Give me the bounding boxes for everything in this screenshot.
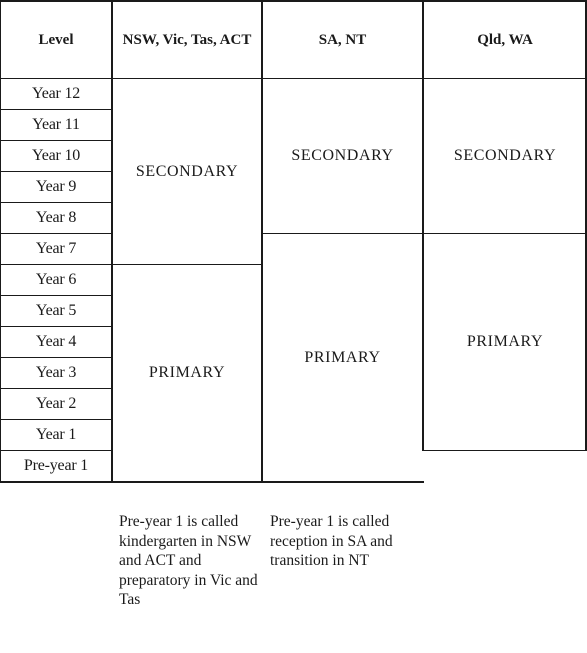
level-year-10: Year 10 [31,147,81,164]
grid-line [0,140,113,141]
header-level: Level [38,32,74,48]
grid-line [111,0,113,483]
header-nsw-vic-tas-act: NSW, Vic, Tas, ACT [122,32,252,48]
grid-line [0,326,113,327]
level-year-1: Year 1 [35,426,77,443]
level-year-3: Year 3 [35,364,77,381]
level-year-11: Year 11 [32,116,80,133]
level-year-9: Year 9 [35,178,77,195]
level-year-8: Year 8 [35,209,77,226]
nsw-secondary-cell: SECONDARY [135,162,239,180]
grid-line [0,109,113,110]
level-year-7: Year 7 [35,240,77,257]
level-year-2: Year 2 [35,395,77,412]
grid-line [0,0,1,483]
grid-line [422,0,424,451]
level-year-5: Year 5 [35,302,77,319]
grid-line [422,450,587,451]
grid-line [0,171,113,172]
level-year-4: Year 4 [35,333,77,350]
grid-line [0,419,113,420]
grid-line [0,233,113,234]
grid-line [263,481,424,483]
grid-line [0,0,587,2]
nsw-primary-cell: PRIMARY [148,364,226,381]
sa-secondary-cell: SECONDARY [291,147,394,164]
header-qld-wa: Qld, WA [477,32,533,48]
qld-secondary-cell: SECONDARY [453,147,557,164]
level-year-12: Year 12 [31,85,81,102]
grid-line [0,264,113,265]
grid-line [0,295,113,296]
grid-line [0,202,113,203]
grid-line [0,357,113,358]
note-nsw-vic-tas-act: Pre-year 1 is called kindergarten in NSW and ACT and preparatory in Vic and Tas [119,513,258,608]
grid-line [263,233,587,234]
level-pre-year-1: Pre-year 1 [23,457,89,474]
note-sa-nt: Pre-year 1 is called reception in SA and transition in NT [270,513,393,569]
grid-line [0,78,587,79]
grid-line [0,450,113,451]
level-year-6: Year 6 [35,271,77,288]
grid-line [0,481,263,483]
header-sa-nt: SA, NT [318,32,367,48]
grid-line [0,388,113,389]
sa-primary-cell: PRIMARY [304,348,381,366]
qld-primary-cell: PRIMARY [466,333,544,350]
grid-line [113,264,263,265]
grid-line [261,0,263,483]
